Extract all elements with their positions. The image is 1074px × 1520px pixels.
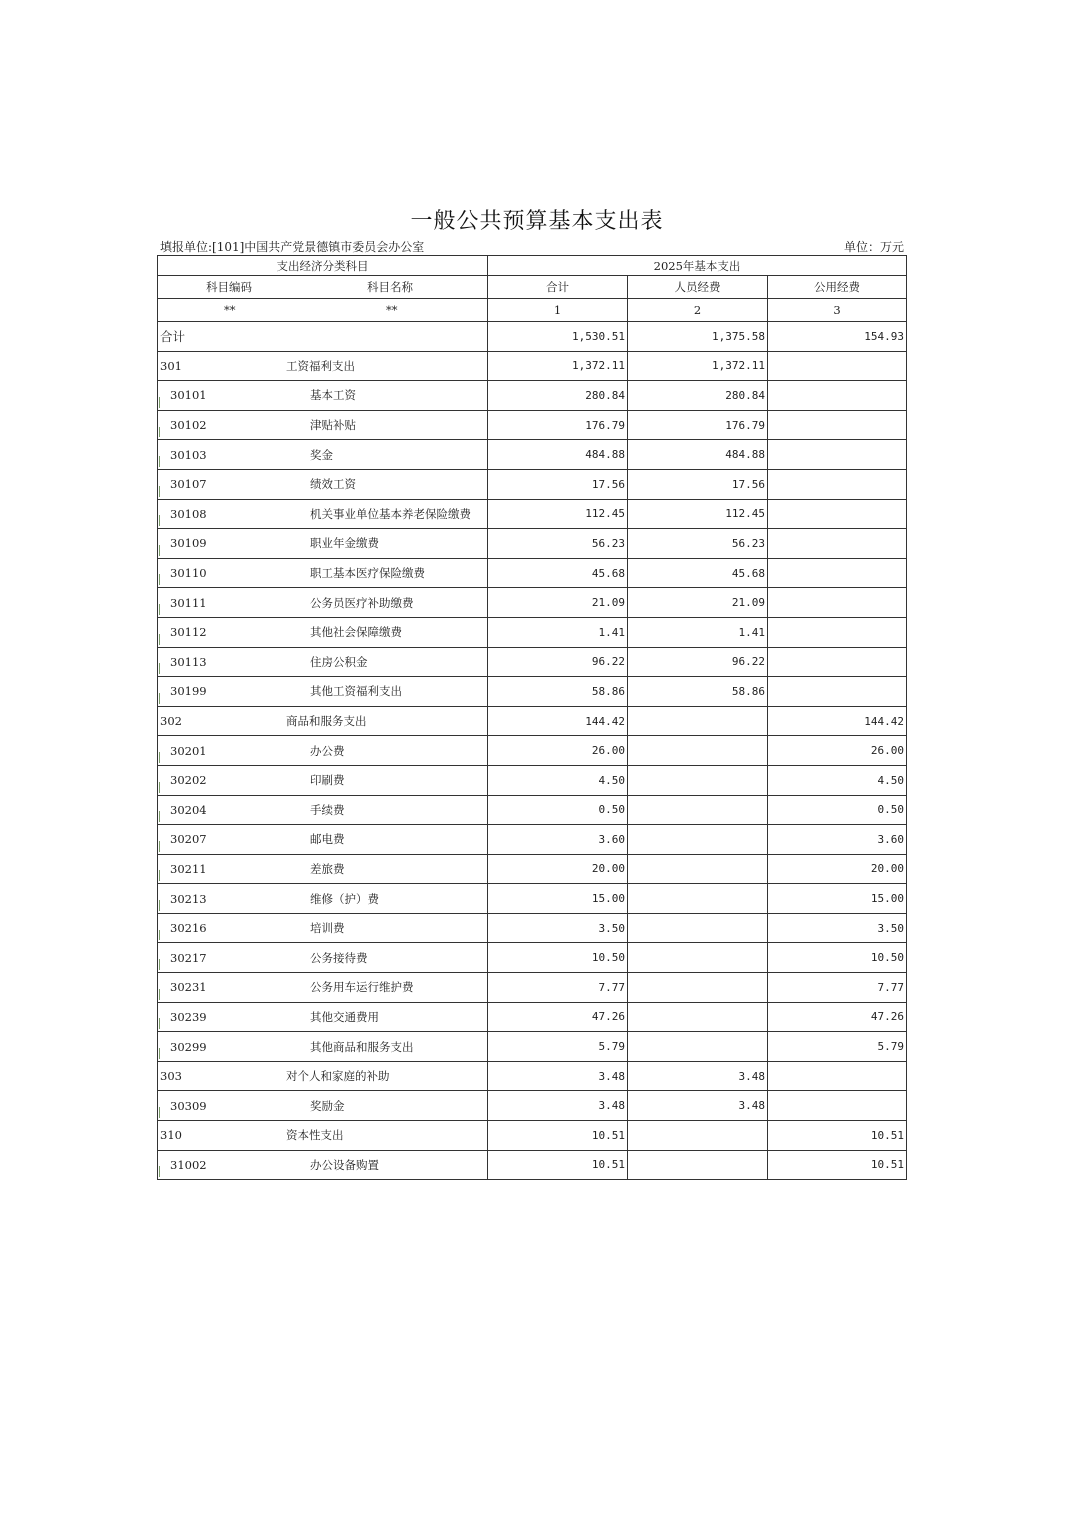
cell-public: 154.93 bbox=[768, 322, 907, 352]
row-name: 其他工资福利支出 bbox=[310, 684, 402, 699]
header-code-name bbox=[158, 276, 488, 299]
cell-total: 0.50 bbox=[488, 795, 628, 825]
cell-public bbox=[768, 1091, 907, 1121]
table-row bbox=[158, 943, 907, 973]
cell-personnel bbox=[628, 913, 768, 943]
cell-public: 7.77 bbox=[768, 973, 907, 1003]
table-row bbox=[158, 736, 907, 766]
row-name: 基本工资 bbox=[310, 388, 356, 403]
cell-public bbox=[768, 440, 907, 470]
cell-total: 10.50 bbox=[488, 943, 628, 973]
row-code: 30211 bbox=[170, 861, 207, 876]
code-name-cell bbox=[158, 765, 488, 795]
row-code: 30109 bbox=[170, 536, 207, 551]
table-row bbox=[158, 973, 907, 1003]
cell-personnel: 280.84 bbox=[628, 381, 768, 411]
code-name-cell bbox=[158, 499, 488, 529]
cell-total: 1,530.51 bbox=[488, 322, 628, 352]
cell-public: 26.00 bbox=[768, 736, 907, 766]
page-title: 一般公共预算基本支出表 bbox=[410, 209, 664, 234]
cell-personnel bbox=[628, 1002, 768, 1032]
cell-total: 58.86 bbox=[488, 677, 628, 707]
row-name: 公务员医疗补助缴费 bbox=[310, 595, 414, 610]
cell-public: 5.79 bbox=[768, 1032, 907, 1062]
code-name-cell bbox=[158, 381, 488, 411]
cell-personnel: 1,375.58 bbox=[628, 322, 768, 352]
row-name: 机关事业单位基本养老保险缴费 bbox=[310, 506, 471, 521]
cell-public: 47.26 bbox=[768, 1002, 907, 1032]
cell-total: 5.79 bbox=[488, 1032, 628, 1062]
fill-unit-label: 填报单位:[101]中国共产党景德镇市委员会办公室 bbox=[160, 240, 425, 254]
row-code: 30207 bbox=[170, 832, 207, 847]
row-code: 30213 bbox=[170, 891, 207, 906]
row-code: 30113 bbox=[170, 654, 207, 669]
cell-personnel bbox=[628, 854, 768, 884]
cell-total: 1,372.11 bbox=[488, 351, 628, 381]
cell-personnel bbox=[628, 736, 768, 766]
header-group-left: 支出经济分类科目 bbox=[158, 256, 488, 276]
cell-total: 4.50 bbox=[488, 765, 628, 795]
code-name-cell bbox=[158, 440, 488, 470]
cell-personnel bbox=[628, 825, 768, 855]
cell-personnel: 21.09 bbox=[628, 588, 768, 618]
header-code: 科目编码 bbox=[206, 280, 252, 294]
code-name-cell bbox=[158, 973, 488, 1003]
row-code: 30201 bbox=[170, 743, 207, 758]
cell-public: 3.50 bbox=[768, 913, 907, 943]
cell-public bbox=[768, 617, 907, 647]
cell-public: 0.50 bbox=[768, 795, 907, 825]
row-name: 对个人和家庭的补助 bbox=[286, 1069, 390, 1084]
code-name-cell bbox=[158, 825, 488, 855]
cell-total: 3.60 bbox=[488, 825, 628, 855]
table-row bbox=[158, 1091, 907, 1121]
row-code: 30101 bbox=[170, 388, 207, 403]
header-personnel: 人员经费 bbox=[628, 276, 768, 299]
cell-public bbox=[768, 1061, 907, 1091]
cell-personnel bbox=[628, 943, 768, 973]
row-name: 邮电费 bbox=[310, 832, 345, 847]
cell-public bbox=[768, 558, 907, 588]
row-code: 30107 bbox=[170, 477, 207, 492]
row-name: 其他商品和服务支出 bbox=[310, 1039, 414, 1054]
row-code: 30217 bbox=[170, 950, 207, 965]
row-code: 301 bbox=[160, 358, 182, 373]
cell-public: 20.00 bbox=[768, 854, 907, 884]
cell-public bbox=[768, 469, 907, 499]
row-name: 工资福利支出 bbox=[286, 358, 355, 373]
row-code: 30108 bbox=[170, 506, 207, 521]
code-name-cell bbox=[158, 588, 488, 618]
cell-public bbox=[768, 677, 907, 707]
table-row bbox=[158, 765, 907, 795]
cell-personnel: 176.79 bbox=[628, 410, 768, 440]
index-public: 3 bbox=[768, 299, 907, 322]
cell-public: 10.51 bbox=[768, 1121, 907, 1151]
code-name-cell bbox=[158, 677, 488, 707]
cell-personnel: 1,372.11 bbox=[628, 351, 768, 381]
cell-public: 4.50 bbox=[768, 765, 907, 795]
cell-personnel: 3.48 bbox=[628, 1061, 768, 1091]
row-code: 30216 bbox=[170, 921, 207, 936]
row-name: 办公费 bbox=[310, 743, 345, 758]
code-name-cell bbox=[158, 322, 488, 352]
cell-personnel bbox=[628, 795, 768, 825]
code-name-cell bbox=[158, 854, 488, 884]
table-row bbox=[158, 499, 907, 529]
row-name: 差旅费 bbox=[310, 861, 345, 876]
row-code: 310 bbox=[160, 1128, 182, 1143]
code-name-cell bbox=[158, 884, 488, 914]
header-name: 科目名称 bbox=[367, 280, 413, 294]
cell-public: 15.00 bbox=[768, 884, 907, 914]
code-name-cell bbox=[158, 1091, 488, 1121]
table-row bbox=[158, 1032, 907, 1062]
row-name: 公务接待费 bbox=[310, 950, 368, 965]
cell-total: 96.22 bbox=[488, 647, 628, 677]
header-row-columns bbox=[158, 276, 907, 299]
cell-total: 176.79 bbox=[488, 410, 628, 440]
cell-total: 3.50 bbox=[488, 913, 628, 943]
index-code: ** bbox=[224, 303, 236, 317]
row-name: 培训费 bbox=[310, 921, 345, 936]
row-code: 303 bbox=[160, 1069, 182, 1084]
row-code: 合计 bbox=[160, 329, 186, 345]
cell-personnel bbox=[628, 1032, 768, 1062]
cell-total: 45.68 bbox=[488, 558, 628, 588]
cell-personnel bbox=[628, 765, 768, 795]
cell-personnel bbox=[628, 1121, 768, 1151]
table-row bbox=[158, 410, 907, 440]
row-name: 奖金 bbox=[310, 447, 333, 462]
header-public: 公用经费 bbox=[768, 276, 907, 299]
cell-total: 3.48 bbox=[488, 1061, 628, 1091]
row-name: 资本性支出 bbox=[286, 1128, 344, 1143]
cell-total: 15.00 bbox=[488, 884, 628, 914]
row-name: 其他交通费用 bbox=[310, 1009, 379, 1024]
row-name: 办公设备购置 bbox=[310, 1157, 379, 1172]
table-row bbox=[158, 617, 907, 647]
cell-public: 3.60 bbox=[768, 825, 907, 855]
table-row bbox=[158, 1121, 907, 1151]
code-name-cell bbox=[158, 1002, 488, 1032]
code-name-cell bbox=[158, 943, 488, 973]
row-code: 30103 bbox=[170, 447, 207, 462]
header-group-right: 2025年基本支出 bbox=[488, 256, 907, 276]
budget-table bbox=[157, 255, 907, 1180]
table-row bbox=[158, 558, 907, 588]
cell-total: 20.00 bbox=[488, 854, 628, 884]
cell-personnel bbox=[628, 1150, 768, 1180]
cell-total: 3.48 bbox=[488, 1091, 628, 1121]
table-row bbox=[158, 854, 907, 884]
cell-public bbox=[768, 381, 907, 411]
cell-total: 144.42 bbox=[488, 706, 628, 736]
cell-total: 280.84 bbox=[488, 381, 628, 411]
table-row bbox=[158, 322, 907, 352]
table-body bbox=[158, 256, 907, 1180]
table-row bbox=[158, 913, 907, 943]
row-name: 职业年金缴费 bbox=[310, 536, 379, 551]
cell-personnel: 1.41 bbox=[628, 617, 768, 647]
cell-total: 10.51 bbox=[488, 1150, 628, 1180]
row-name: 公务用车运行维护费 bbox=[310, 980, 414, 995]
row-code: 30239 bbox=[170, 1009, 207, 1024]
cell-personnel bbox=[628, 884, 768, 914]
row-name: 绩效工资 bbox=[310, 477, 356, 492]
header-row-index bbox=[158, 299, 907, 322]
row-name: 职工基本医疗保险缴费 bbox=[310, 566, 425, 581]
table-row bbox=[158, 1150, 907, 1180]
table-row bbox=[158, 1061, 907, 1091]
cell-total: 21.09 bbox=[488, 588, 628, 618]
row-name: 住房公积金 bbox=[310, 654, 368, 669]
code-name-cell bbox=[158, 351, 488, 381]
table-row bbox=[158, 381, 907, 411]
cell-public bbox=[768, 499, 907, 529]
row-name: 印刷费 bbox=[310, 773, 345, 788]
cell-public bbox=[768, 647, 907, 677]
table-row bbox=[158, 469, 907, 499]
index-personnel: 2 bbox=[628, 299, 768, 322]
row-code: 30231 bbox=[170, 980, 207, 995]
table-row bbox=[158, 884, 907, 914]
code-name-cell bbox=[158, 795, 488, 825]
row-code: 30111 bbox=[170, 595, 207, 610]
table-row bbox=[158, 351, 907, 381]
cell-public bbox=[768, 410, 907, 440]
code-name-cell bbox=[158, 1150, 488, 1180]
row-code: 30204 bbox=[170, 802, 207, 817]
index-name: ** bbox=[386, 303, 398, 317]
row-code: 302 bbox=[160, 714, 182, 729]
code-name-cell bbox=[158, 647, 488, 677]
row-code: 30199 bbox=[170, 684, 207, 699]
cell-personnel: 56.23 bbox=[628, 529, 768, 559]
cell-total: 112.45 bbox=[488, 499, 628, 529]
cell-public: 10.51 bbox=[768, 1150, 907, 1180]
code-name-cell bbox=[158, 913, 488, 943]
cell-public: 10.50 bbox=[768, 943, 907, 973]
table-row bbox=[158, 440, 907, 470]
row-name: 奖励金 bbox=[310, 1098, 345, 1113]
cell-total: 1.41 bbox=[488, 617, 628, 647]
code-name-cell bbox=[158, 469, 488, 499]
row-code: 30202 bbox=[170, 773, 207, 788]
cell-personnel bbox=[628, 973, 768, 1003]
row-name: 维修（护）费 bbox=[310, 891, 379, 906]
code-name-cell bbox=[158, 529, 488, 559]
table-row bbox=[158, 529, 907, 559]
cell-total: 47.26 bbox=[488, 1002, 628, 1032]
code-name-cell bbox=[158, 736, 488, 766]
unit-label: 单位：万元 bbox=[843, 240, 904, 254]
cell-public bbox=[768, 529, 907, 559]
cell-public bbox=[768, 588, 907, 618]
cell-total: 56.23 bbox=[488, 529, 628, 559]
row-name: 商品和服务支出 bbox=[286, 714, 367, 729]
table-row bbox=[158, 825, 907, 855]
cell-total: 7.77 bbox=[488, 973, 628, 1003]
code-name-cell bbox=[158, 1121, 488, 1151]
row-code: 30299 bbox=[170, 1039, 207, 1054]
cell-personnel: 45.68 bbox=[628, 558, 768, 588]
row-code: 30102 bbox=[170, 418, 207, 433]
header-total: 合计 bbox=[488, 276, 628, 299]
index-total: 1 bbox=[488, 299, 628, 322]
cell-total: 17.56 bbox=[488, 469, 628, 499]
cell-total: 10.51 bbox=[488, 1121, 628, 1151]
row-code: 30309 bbox=[170, 1098, 207, 1113]
cell-total: 26.00 bbox=[488, 736, 628, 766]
cell-personnel bbox=[628, 706, 768, 736]
table-row bbox=[158, 647, 907, 677]
header-row-group bbox=[158, 256, 907, 276]
code-name-cell bbox=[158, 558, 488, 588]
code-name-cell bbox=[158, 410, 488, 440]
cell-personnel: 17.56 bbox=[628, 469, 768, 499]
row-code: 30112 bbox=[170, 625, 207, 640]
row-name: 津贴补贴 bbox=[310, 418, 356, 433]
code-name-cell bbox=[158, 617, 488, 647]
cell-personnel: 58.86 bbox=[628, 677, 768, 707]
cell-personnel: 96.22 bbox=[628, 647, 768, 677]
cell-personnel: 3.48 bbox=[628, 1091, 768, 1121]
row-name: 其他社会保障缴费 bbox=[310, 625, 402, 640]
cell-personnel: 112.45 bbox=[628, 499, 768, 529]
table-row bbox=[158, 1002, 907, 1032]
cell-total: 484.88 bbox=[488, 440, 628, 470]
table-row bbox=[158, 795, 907, 825]
row-code: 30110 bbox=[170, 566, 207, 581]
table-row bbox=[158, 706, 907, 736]
table-row bbox=[158, 588, 907, 618]
code-name-cell bbox=[158, 1061, 488, 1091]
row-name: 手续费 bbox=[310, 802, 345, 817]
code-name-cell bbox=[158, 706, 488, 736]
index-code-name bbox=[158, 299, 488, 322]
code-name-cell bbox=[158, 1032, 488, 1062]
cell-personnel: 484.88 bbox=[628, 440, 768, 470]
cell-public bbox=[768, 351, 907, 381]
row-code: 31002 bbox=[170, 1157, 207, 1172]
table-row bbox=[158, 677, 907, 707]
cell-public: 144.42 bbox=[768, 706, 907, 736]
